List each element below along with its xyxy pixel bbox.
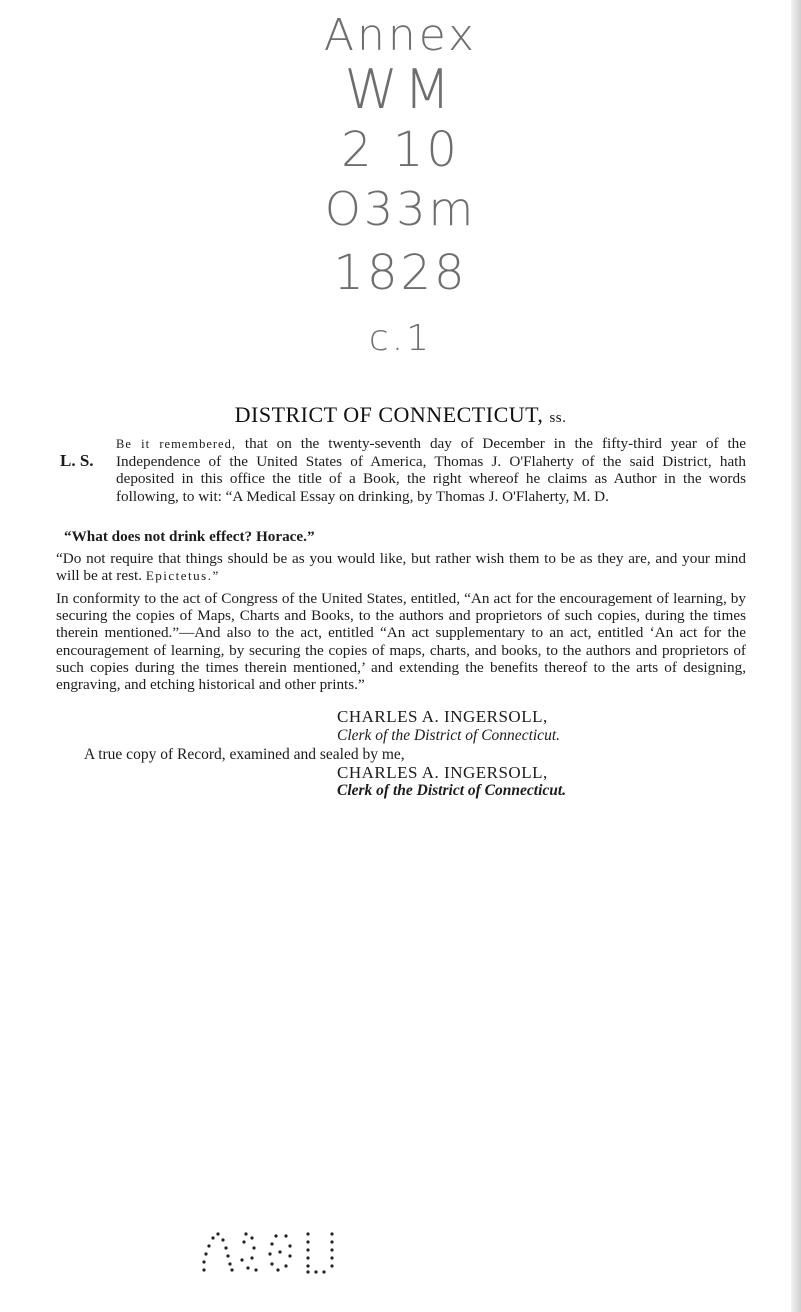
horace-quote: “What does not drink effect? Horace.” — [64, 528, 315, 545]
handwritten-mark-wm: WM — [344, 58, 457, 121]
true-copy-line: A true copy of Record, examined and sealed by me, — [84, 746, 405, 763]
clerk-signature-title-2: Clerk of the District of Connecticut. — [337, 782, 567, 799]
epictetus-quote-text: “Do not require that things should be as you would like, but rather wish them to be as they are, and your mind will be at rest. — [56, 550, 746, 585]
clerk-signature-title: Clerk of the District of Connecticut. — [337, 727, 560, 744]
paragraph-body: that on the twenty-seventh day of December in the fifty-third year of the Independence of the United States of America, Thomas J. O'Flaherty of the said District, hath deposited in this office the title of a Book, the right whereof he claims as Author in the words following, to wit: “A Medical Essay on drinking, by Thomas J. O'Flaherty, M. D. — [116, 435, 747, 505]
paragraph-opening-words: Be it remembered, — [116, 437, 236, 451]
handwritten-mark-annex: Annex — [323, 10, 478, 61]
district-heading-title: DISTRICT OF CONNECTICUT, — [234, 402, 544, 427]
clerk-signature-name: CHARLES A. INGERSOLL, — [337, 707, 548, 726]
copyright-declaration-paragraph — [56, 435, 746, 505]
act-of-congress-paragraph: In conformity to the act of Congress of the United States, entitled, “An act for the encouragement of learning, by securing the copies of Maps, Charts and Books, to the authors and proprietors of such copies, during the times therein mentioned.”—And also to the act, entitled “An act supplementary to an act, entitled ‘An act for the encouragement of learning, by securing the copies of maps, charts, and books, to the authors and proprietors of such copies during the times therein mentioned,’ and extending the benefits thereof to the arts of designing, engraving, and etching historical and other prints.” — [56, 590, 746, 694]
epictetus-quote — [56, 550, 746, 584]
epictetus-attribution: Epictetus.” — [145, 568, 220, 584]
handwritten-mark-number: 2 10 — [341, 122, 460, 178]
perforated-library-stamp — [198, 1230, 338, 1274]
clerk-signature-name-2: CHARLES A. INGERSOLL, — [337, 763, 548, 782]
seal-mark: L. S. — [60, 451, 94, 470]
district-heading — [0, 402, 801, 428]
handwritten-mark-call-number: O33m — [324, 182, 477, 236]
district-heading-suffix: ss. — [549, 410, 567, 426]
handwritten-mark-year: 1828 — [333, 245, 468, 301]
handwritten-mark-copy: c.1 — [368, 318, 433, 359]
